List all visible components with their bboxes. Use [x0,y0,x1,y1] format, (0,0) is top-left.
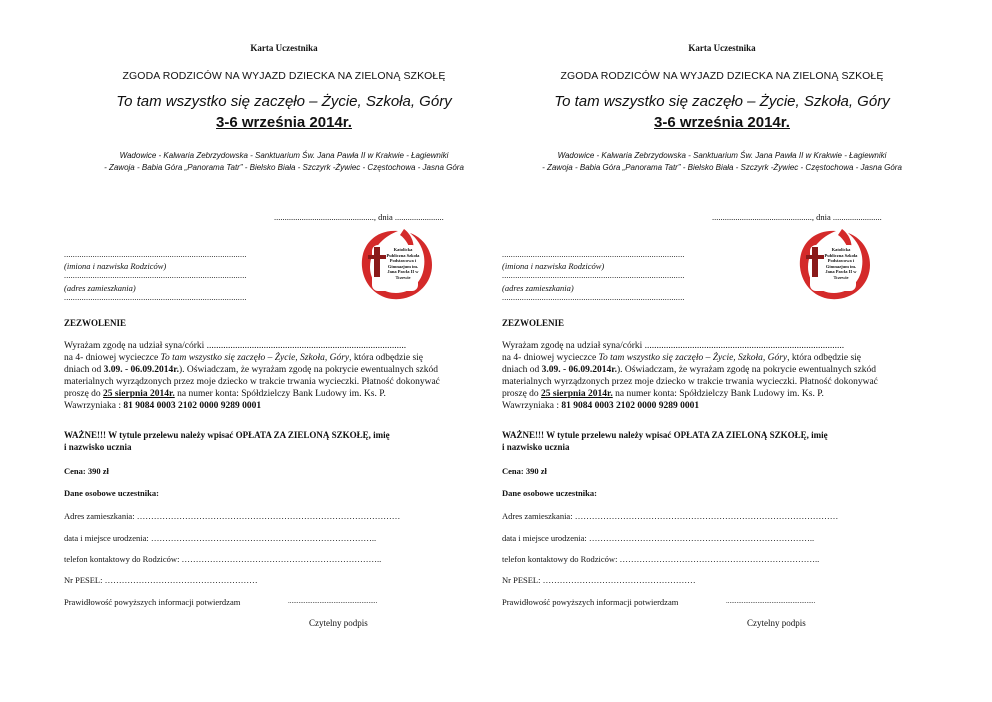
personal-data-heading: Dane osobowe uczestnika: [64,488,159,498]
address-dots-2[interactable]: ................................................................................... [502,293,685,302]
signature-label: Czytelny podpis [309,618,368,628]
price-label: Cena: 390 zł [502,466,547,476]
permission-body [64,340,504,412]
parents-dots[interactable]: ................................................................................... [64,250,247,259]
pesel-field[interactable]: Nr PESEL: ……………………………………………… [502,575,696,585]
address-dots-2[interactable]: ................................................................................... [64,293,247,302]
body-line: na 4- dniowej wycieczce To tam wszystko się zaczęło – Życie, Szkoła, Góry, która odbędzie się [64,353,424,363]
participant-card-right [502,0,942,702]
place-date-field[interactable]: ..............................................., dnia ....................... [712,212,882,222]
trip-route [64,150,504,174]
birth-field[interactable]: data i miejsce urodzenia: …………………………………………………………………….. [502,533,815,543]
address-dots[interactable]: ................................................................................... [64,271,247,280]
trip-dates: 3-6 września 2014r. [654,114,790,131]
permission-heading: ZEZWOLENIE [64,318,127,328]
card-header: Karta Uczestnika [250,43,318,53]
body-line: proszę do 25 sierpnia 2014r. na numer konta: Spółdzielczy Bank Ludowy im. Ks. P. [64,389,386,399]
permission-heading: ZEZWOLENIE [502,318,565,328]
school-logo [354,225,436,305]
trip-subtitle: To tam wszystko się zaczęło – Życie, Szkoła, Góry [116,93,452,110]
pesel-field[interactable]: Nr PESEL: ……………………………………………… [64,575,258,585]
route-line: - Zawoja - Babia Góra „Panorama Tatr” - Bielsko Biała - Szczyrk -Żywiec - Częstochowa - Jasna Góra [104,163,464,172]
body-line: Wyrażam zgodę na udział syna/córki .................................................................................... [502,341,845,351]
body-line: materialnych wyrządzonych przez moje dziecko w trakcie trwania wycieczki. Płatność dokonywać [502,377,878,387]
body-line: dniach od 3.09. - 06.09.2014r.). Oświadczam, że wyrażam zgodę na pokrycie ewentualnych szkód [64,365,438,375]
trip-route [502,150,942,174]
trip-subtitle: To tam wszystko się zaczęło – Życie, Szkoła, Góry [554,93,890,110]
route-line: - Zawoja - Babia Góra „Panorama Tatr” - Bielsko Biała - Szczyrk -Żywiec - Częstochowa - Jasna Góra [542,163,902,172]
body-line: proszę do 25 sierpnia 2014r. na numer konta: Spółdzielczy Bank Ludowy im. Ks. P. [502,389,824,399]
body-line: Wawrzyniaka : 81 9084 0003 2102 0000 9289 0001 [64,401,262,411]
route-line: Wadowice - Kalwaria Zebrzydowska - Sanktuarium Św. Jana Pawła II w Krakwie - Łagiewniki [119,151,449,160]
personal-data-heading: Dane osobowe uczestnika: [502,488,597,498]
logo-text: Katolicka Publiczna Szkoła Podstawowa i Gimnazjum im. Jana Pawła II w Tczewie [386,247,420,280]
confirm-label: Prawidłowość powyższych informacji potwierdzam [502,597,679,607]
body-line: na 4- dniowej wycieczce To tam wszystko się zaczęło – Życie, Szkoła, Góry, która odbędzie się [502,353,862,363]
important-note: WAŻNE!!! W tytule przelewu należy wpisać OPŁATA ZA ZIELONĄ SZKOŁĘ, imię i nazwisko ucznia [502,430,828,452]
parents-dots[interactable]: ................................................................................... [502,250,685,259]
important-note: WAŻNE!!! W tytule przelewu należy wpisać OPŁATA ZA ZIELONĄ SZKOŁĘ, imię i nazwisko ucznia [64,430,390,452]
school-logo [792,225,874,305]
trip-dates: 3-6 września 2014r. [216,114,352,131]
confirm-label: Prawidłowość powyższych informacji potwierdzam [64,597,241,607]
form-title: ZGODA RODZICÓW NA WYJAZD DZIECKA NA ZIELONĄ SZKOŁĘ [122,70,446,82]
phone-field[interactable]: telefon kontaktowy do Rodziców: …………………………………………………………….. [502,554,820,564]
address-label: (adres zamieszkania) [502,283,574,293]
body-line: Wyrażam zgodę na udział syna/córki .................................................................................... [64,341,407,351]
card-header: Karta Uczestnika [688,43,756,53]
parents-label: (imiona i nazwiska Rodziców) [502,261,605,271]
address-field[interactable]: Adres zamieszkania: ………………………………………………………………………………… [64,511,401,521]
logo-text: Katolicka Publiczna Szkoła Podstawowa i Gimnazjum im. Jana Pawła II w Tczewie [824,247,858,280]
permission-body [502,340,942,412]
signature-line[interactable]: ................................................... [288,597,378,605]
body-line: Wawrzyniaka : 81 9084 0003 2102 0000 9289 0001 [502,401,700,411]
birth-field[interactable]: data i miejsce urodzenia: …………………………………………………………………….. [64,533,377,543]
route-line: Wadowice - Kalwaria Zebrzydowska - Sanktuarium Św. Jana Pawła II w Krakwie - Łagiewniki [557,151,887,160]
signature-label: Czytelny podpis [747,618,806,628]
address-dots[interactable]: ................................................................................... [502,271,685,280]
parents-label: (imiona i nazwiska Rodziców) [64,261,167,271]
body-line: dniach od 3.09. - 06.09.2014r.). Oświadczam, że wyrażam zgodę na pokrycie ewentualnych szkód [502,365,876,375]
body-line: materialnych wyrządzonych przez moje dziecko w trakcie trwania wycieczki. Płatność dokonywać [64,377,440,387]
signature-line[interactable]: ................................................... [726,597,816,605]
price-label: Cena: 390 zł [64,466,109,476]
address-field[interactable]: Adres zamieszkania: ………………………………………………………………………………… [502,511,839,521]
participant-card-left [64,0,504,702]
place-date-field[interactable]: ..............................................., dnia ....................... [274,212,444,222]
phone-field[interactable]: telefon kontaktowy do Rodziców: …………………………………………………………….. [64,554,382,564]
form-title: ZGODA RODZICÓW NA WYJAZD DZIECKA NA ZIELONĄ SZKOŁĘ [560,70,884,82]
address-label: (adres zamieszkania) [64,283,136,293]
